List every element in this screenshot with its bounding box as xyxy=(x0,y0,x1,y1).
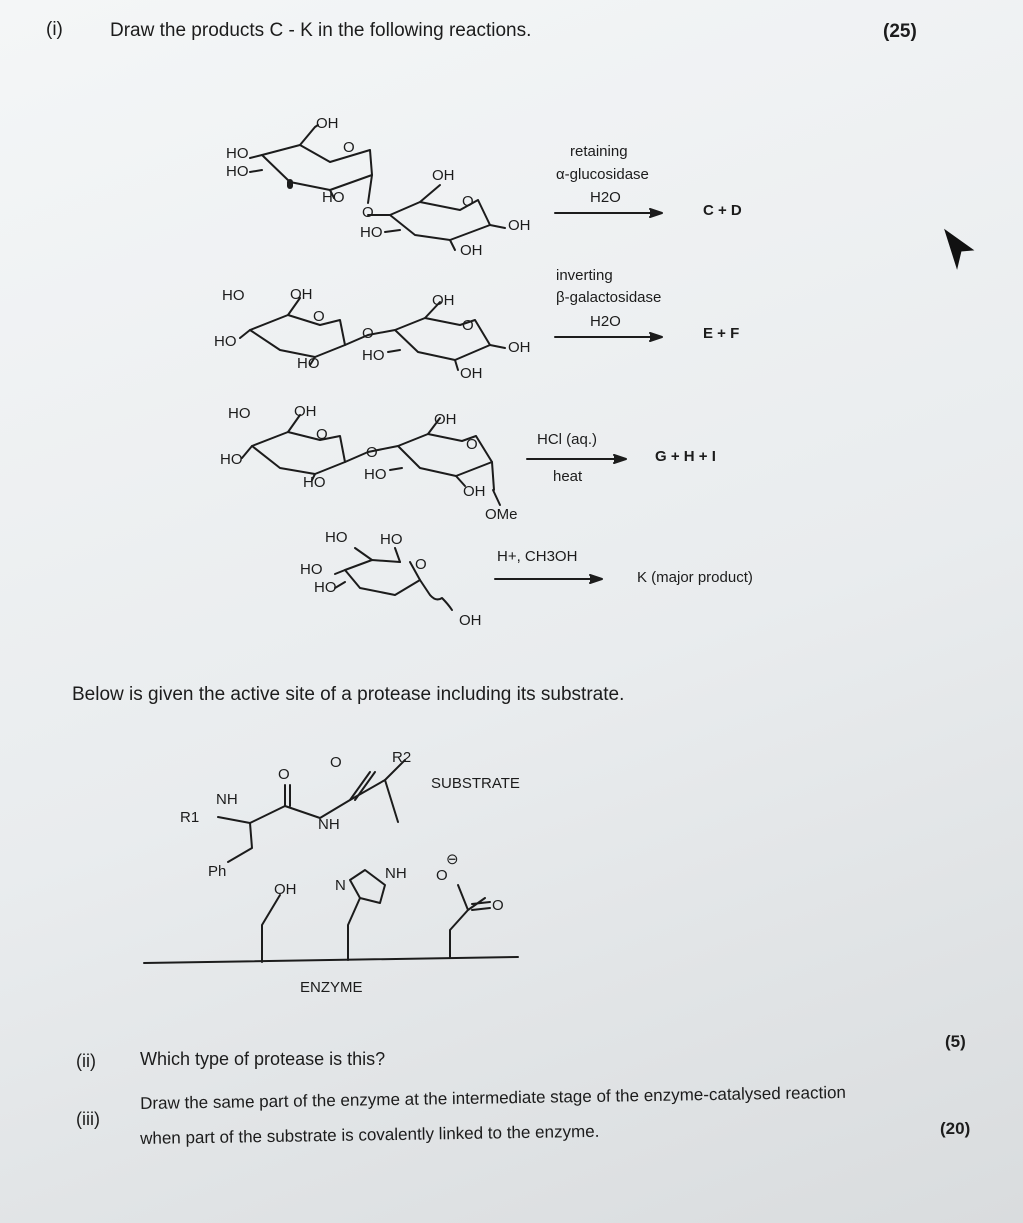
r2-reagent: inverting xyxy=(556,267,613,284)
r2-label: HO xyxy=(214,333,237,350)
imidazole-nh-label: NH xyxy=(385,865,407,882)
r2-label: OH xyxy=(460,365,483,382)
r2-label: OH xyxy=(432,292,455,309)
r4-label: HO xyxy=(314,579,337,596)
r4-label: HO xyxy=(300,561,323,578)
r1-label: HO xyxy=(360,224,383,241)
r1-label: O xyxy=(462,193,474,210)
carboxylate-o-label: O xyxy=(436,867,448,884)
carbonyl-o-label: O xyxy=(278,766,290,783)
part-i-marks: (25) xyxy=(883,21,917,42)
r1-label: OH xyxy=(460,242,483,259)
r2-label: OH xyxy=(508,339,531,356)
r3-label: OH xyxy=(434,411,457,428)
carboxylate-o2-label: O xyxy=(492,897,504,914)
r1-label: O xyxy=(362,204,374,221)
r3-label: O xyxy=(316,426,328,443)
part-i-text: Draw the products C - K in the following reactions. xyxy=(110,20,532,41)
r1-products: C + D xyxy=(703,202,742,219)
r3-label: HO xyxy=(303,474,326,491)
r2-label: O xyxy=(462,317,474,334)
r3-label: OH xyxy=(463,483,486,500)
r3-label: HO xyxy=(364,466,387,483)
r4-label: HO xyxy=(325,529,348,546)
r1-label: HO xyxy=(322,189,345,206)
r4-products: K (major product) xyxy=(637,569,753,586)
r1-label: HO xyxy=(226,163,249,180)
r4-reagent: H+, CH3OH xyxy=(497,548,578,565)
part-iii-line2: when part of the substrate is covalently linked to the enzyme. xyxy=(139,1121,600,1148)
part-iii-marks: (20) xyxy=(940,1119,971,1138)
r3-label: O xyxy=(366,444,378,461)
part-iii-number: (iii) xyxy=(76,1109,100,1129)
r1-label: OH xyxy=(432,167,455,184)
r1-label: O xyxy=(343,139,355,156)
minus-charge-label: ⊖ xyxy=(446,851,459,868)
r2-label: OH xyxy=(290,286,313,303)
r2-label: O xyxy=(362,325,374,342)
r3-products: G + H + I xyxy=(655,448,716,465)
part-ii-number: (ii) xyxy=(76,1051,96,1071)
active-site-intro: Below is given the active site of a protease including its substrate. xyxy=(72,684,625,705)
r2-label: O xyxy=(313,308,325,325)
imidazole-n-label: N xyxy=(335,877,346,894)
r1-reagent: α-glucosidase xyxy=(556,166,649,183)
r3-label: OH xyxy=(294,403,317,420)
r2-products: E + F xyxy=(703,325,740,342)
carbonyl-o2-label: O xyxy=(330,754,342,771)
r2-label: HO xyxy=(222,287,245,304)
r3-label: HO xyxy=(220,451,243,468)
r3-label: HO xyxy=(228,405,251,422)
r1-label: HO xyxy=(226,145,249,162)
r2-reagent: β-galactosidase xyxy=(556,289,662,306)
r1-reagent: retaining xyxy=(570,143,628,160)
r4-label: HO xyxy=(380,531,403,548)
r4-label: O xyxy=(415,556,427,573)
r1-label: OH xyxy=(508,217,531,234)
part-ii-question: Which type of protease is this? xyxy=(140,1049,386,1069)
r3-label: O xyxy=(466,436,478,453)
part-ii-marks: (5) xyxy=(945,1032,966,1051)
mouse-pointer-icon xyxy=(943,228,975,272)
r2-reagent: H2O xyxy=(590,313,621,330)
r1-label: OH xyxy=(316,115,339,132)
r2-group-label: R2 xyxy=(392,749,412,766)
r3-label: OMe xyxy=(485,506,518,523)
part-i-number: (i) xyxy=(46,19,63,40)
r1-reagent: H2O xyxy=(590,189,621,206)
part-iii-line1: Draw the same part of the enzyme at the intermediate stage of the enzyme-catalysed reaction xyxy=(139,1082,847,1113)
nh-label: NH xyxy=(216,791,238,808)
substrate-label: SUBSTRATE xyxy=(431,775,520,792)
phenyl-label: Ph xyxy=(208,863,227,880)
amide-nh-label: NH xyxy=(318,816,340,833)
r4-label: OH xyxy=(459,612,482,629)
r3-reagent: heat xyxy=(553,468,583,485)
r2-label: HO xyxy=(362,347,385,364)
r1-group-label: R1 xyxy=(180,809,200,826)
r3-reagent: HCl (aq.) xyxy=(537,431,598,448)
serine-oh-label: OH xyxy=(274,881,297,898)
r2-label: HO xyxy=(297,355,320,372)
enzyme-label: ENZYME xyxy=(300,979,363,996)
